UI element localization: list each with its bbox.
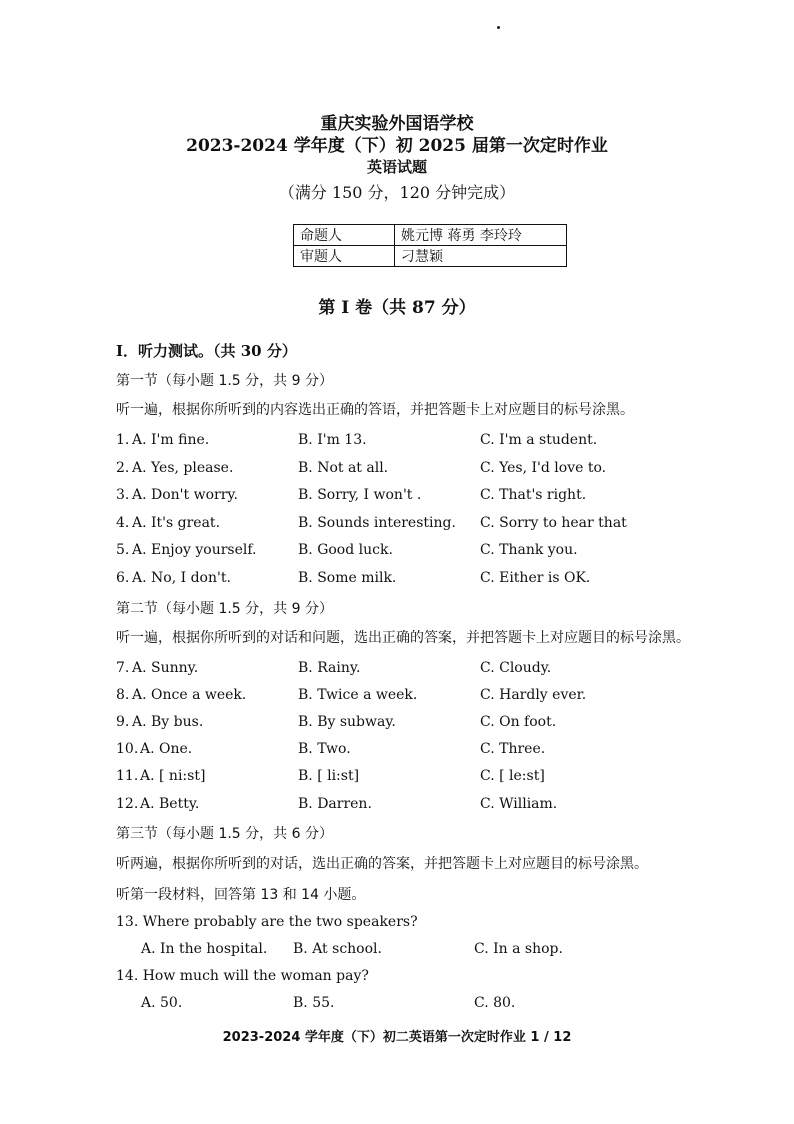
exam-title: 2023-2024 学年度（下）初 2025 届第一次定时作业 <box>186 136 608 156</box>
option-b: B. Some milk. <box>298 570 397 586</box>
option-c: C. [ le:st] <box>480 768 545 784</box>
material-note: 听第一段材料，回答第 13 和 14 小题。 <box>116 887 366 903</box>
option-c: C. Cloudy. <box>480 660 552 676</box>
setter-names: 姚元博 蒋勇 李玲玲 <box>395 225 567 246</box>
question-row <box>116 570 676 590</box>
option-c: C. Thank you. <box>480 542 578 558</box>
option-b: B. Rainy. <box>298 660 361 676</box>
scan-speck <box>497 26 500 29</box>
question-number: 7. <box>116 660 130 676</box>
option-b: B. I'm 13. <box>298 432 367 448</box>
question-row <box>116 714 676 734</box>
score-note: （满分 150 分，120 分钟完成） <box>278 183 516 202</box>
option-a: A. In the hospital. <box>141 941 268 957</box>
option-a: A. I'm fine. <box>132 432 210 448</box>
question-number: 8. <box>116 687 130 703</box>
option-a: A. Don't worry. <box>132 487 238 503</box>
option-b: B. At school. <box>293 941 382 957</box>
reviewer-label: 审题人 <box>294 246 395 267</box>
question-row <box>116 515 676 535</box>
page-footer: 2023-2024 学年度（下）初二英语第一次定时作业 1 / 12 <box>222 1030 572 1045</box>
question-number: 10. <box>116 741 139 757</box>
question-stem: 13. Where probably are the two speakers? <box>116 914 418 930</box>
question-row <box>116 660 676 680</box>
question-row <box>116 542 676 562</box>
question-number: 4. <box>116 515 130 531</box>
option-a: A. Enjoy yourself. <box>132 542 257 558</box>
option-b: B. Good luck. <box>298 542 393 558</box>
question-number: 2. <box>116 460 130 476</box>
option-c: C. Sorry to hear that <box>480 515 627 531</box>
question-row <box>116 796 676 816</box>
option-b: B. Sorry, I won't . <box>298 487 422 503</box>
authors-table <box>293 224 567 267</box>
question-options <box>141 941 681 961</box>
option-b: B. [ li:st] <box>298 768 360 784</box>
reviewer-names: 刁慧颖 <box>395 246 567 267</box>
part1-instruction: 听一遍，根据你所听到的内容选出正确的答语，并把答题卡上对应题目的标号涂黑。 <box>116 402 634 418</box>
option-b: B. Two. <box>298 741 351 757</box>
option-b: B. Not at all. <box>298 460 389 476</box>
setter-label: 命题人 <box>294 225 395 246</box>
option-b: B. Darren. <box>298 796 372 812</box>
option-a: A. Once a week. <box>132 687 247 703</box>
question-row <box>116 741 676 761</box>
option-a: A. Sunny. <box>132 660 199 676</box>
question-number: 12. <box>116 796 139 812</box>
question-row <box>116 432 676 452</box>
option-a: A. No, I don't. <box>132 570 231 586</box>
reviewer-row <box>294 246 567 267</box>
question-number: 9. <box>116 714 130 730</box>
option-b: B. By subway. <box>298 714 396 730</box>
question-stem: 14. How much will the woman pay? <box>116 968 369 984</box>
question-number: 6. <box>116 570 130 586</box>
part2-title: 第二节（每小题 1.5 分，共 9 分） <box>116 601 333 617</box>
option-b: B. Twice a week. <box>298 687 418 703</box>
question-options <box>141 995 681 1015</box>
option-c: C. Hardly ever. <box>480 687 587 703</box>
option-c: C. That's right. <box>480 487 587 503</box>
option-a: A. By bus. <box>132 714 204 730</box>
section-title: I．听力测试。（共 30 分） <box>116 342 297 360</box>
question-row <box>116 460 676 480</box>
option-a: A. It's great. <box>132 515 221 531</box>
option-c: C. 80. <box>474 995 516 1011</box>
school-name: 重庆实验外国语学校 <box>320 114 474 134</box>
option-a: A. One. <box>140 741 193 757</box>
setter-row <box>294 225 567 246</box>
option-a: A. Yes, please. <box>132 460 234 476</box>
option-b: B. 55. <box>293 995 335 1011</box>
option-a: A. Betty. <box>140 796 200 812</box>
question-number: 5. <box>116 542 130 558</box>
option-a: A. [ ni:st] <box>140 768 206 784</box>
option-c: C. On foot. <box>480 714 557 730</box>
option-c: C. I'm a student. <box>480 432 598 448</box>
option-c: C. William. <box>480 796 558 812</box>
option-b: B. Sounds interesting. <box>298 515 456 531</box>
subject-title: 英语试题 <box>366 158 427 176</box>
part1-title: 第一节（每小题 1.5 分，共 9 分） <box>116 373 333 389</box>
volume-title: 第 I 卷（共 87 分） <box>318 298 476 318</box>
question-number: 3. <box>116 487 130 503</box>
question-number: 1. <box>116 432 130 448</box>
question-number: 11. <box>116 768 139 784</box>
option-c: C. Yes, I'd love to. <box>480 460 607 476</box>
option-a: A. 50. <box>141 995 183 1011</box>
question-row <box>116 487 676 507</box>
option-c: C. In a shop. <box>474 941 563 957</box>
question-row <box>116 768 676 788</box>
question-row <box>116 687 676 707</box>
option-c: C. Either is OK. <box>480 570 591 586</box>
part3-title: 第三节（每小题 1.5 分，共 6 分） <box>116 826 333 842</box>
option-c: C. Three. <box>480 741 546 757</box>
part2-instruction: 听一遍，根据你所听到的对话和问题，选出正确的答案，并把答题卡上对应题目的标号涂黑。 <box>116 630 690 646</box>
part3-instruction: 听两遍，根据你所听到的对话，选出正确的答案，并把答题卡上对应题目的标号涂黑。 <box>116 856 648 872</box>
